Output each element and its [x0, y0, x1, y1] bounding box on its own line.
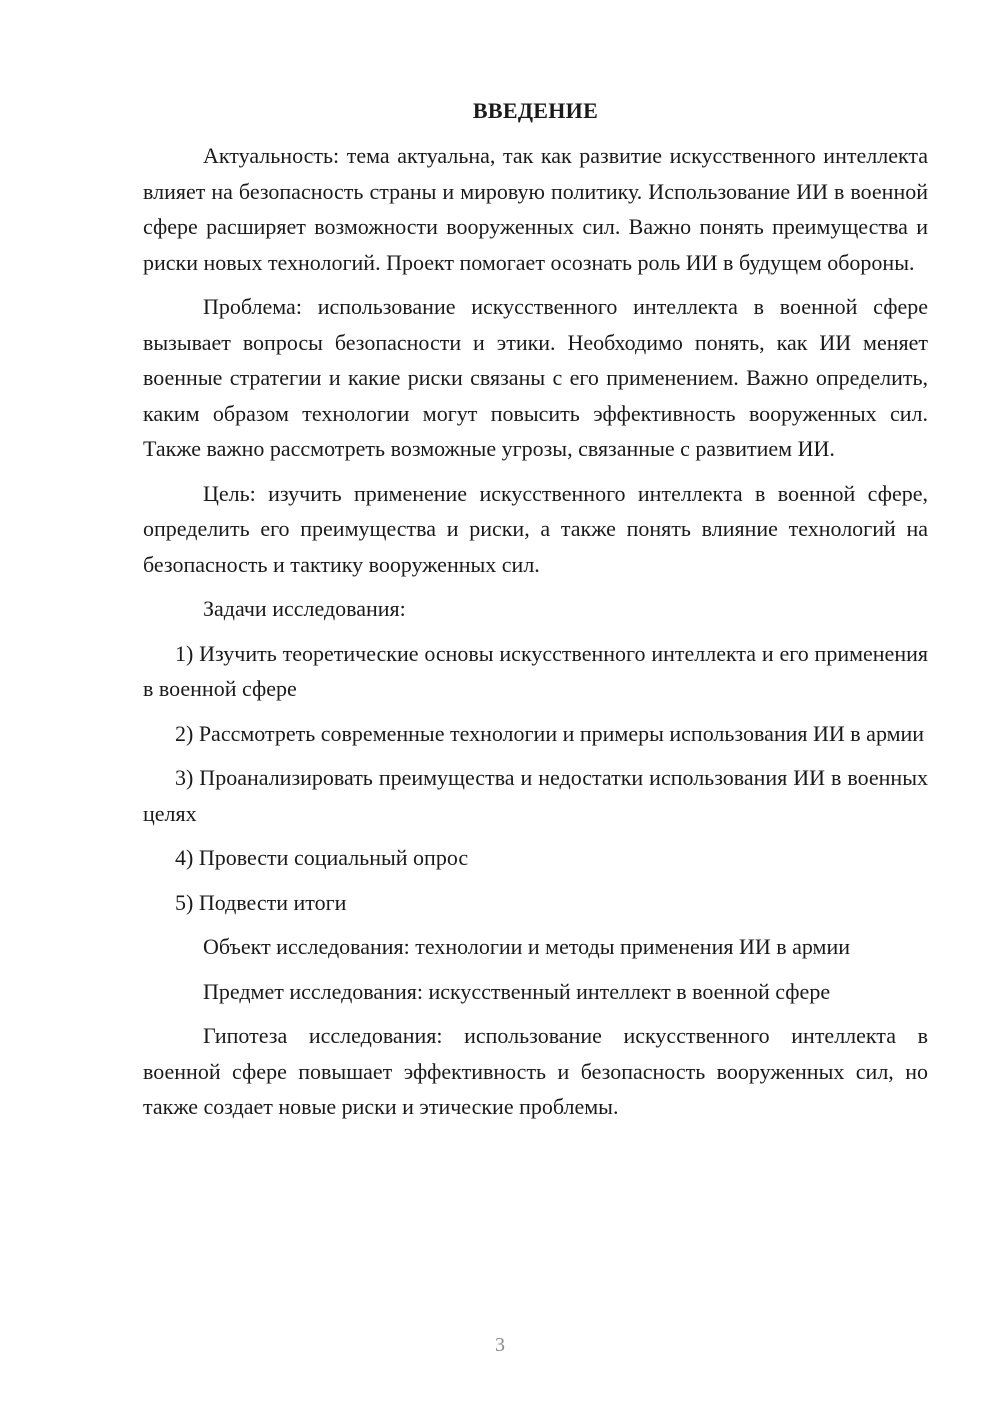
task-item-1: 1) Изучить теоретические основы искусственного интеллекта и его применения в военной сфере — [143, 640, 928, 701]
tasks-heading: Задачи исследования: — [203, 596, 406, 621]
page-content — [143, 96, 928, 1134]
paragraph-object: Объект исследования: технологии и методы применения ИИ в армии — [203, 934, 851, 959]
page-title: ВВЕДЕНИЕ — [472, 98, 599, 123]
paragraph-relevance: Актуальность: тема актуальна, так как развитие искусственного интеллекта влияет на безопасность страны и мировую политику. Использование ИИ в военной сфере расширяет возможности вооруженных сил. Важно понять преимущества и риски новых технологий. Проект помогает осознать роль ИИ в будущем обороны. — [143, 143, 928, 275]
paragraph-hypothesis: Гипотеза исследования: использование искусственного интеллекта в военной сфере повышает эффективность и безопасность вооруженных сил, но также создает новые риски и этические проблемы. — [143, 1023, 928, 1119]
page-number: 3 — [495, 1334, 505, 1356]
task-item-3: 3) Проанализировать преимущества и недостатки использования ИИ в военных целях — [143, 765, 928, 826]
task-item-2: 2) Рассмотреть современные технологии и примеры использования ИИ в армии — [175, 720, 925, 746]
paragraph-subject: Предмет исследования: искусственный интеллект в военной сфере — [203, 978, 831, 1004]
task-item-5: 5) Подвести итоги — [175, 889, 347, 915]
task-item-4: 4) Провести социальный опрос — [175, 845, 469, 870]
paragraph-problem: Проблема: использование искусственного интеллекта в военной сфере вызывает вопросы безопасности и этики. Необходимо понять, как ИИ меняет военные стратегии и какие риски связаны с его применением. Важно определить, каким образом технологии могут повысить эффективность вооруженных сил. Также важно рассмотреть возможные угрозы, связанные с развитием ИИ. — [143, 294, 928, 461]
paragraph-goal: Цель: изучить применение искусственного интеллекта в военной сфере, определить его преимущества и риски, а также понять влияние технологий на безопасность и тактику вооруженных сил. — [143, 480, 928, 577]
